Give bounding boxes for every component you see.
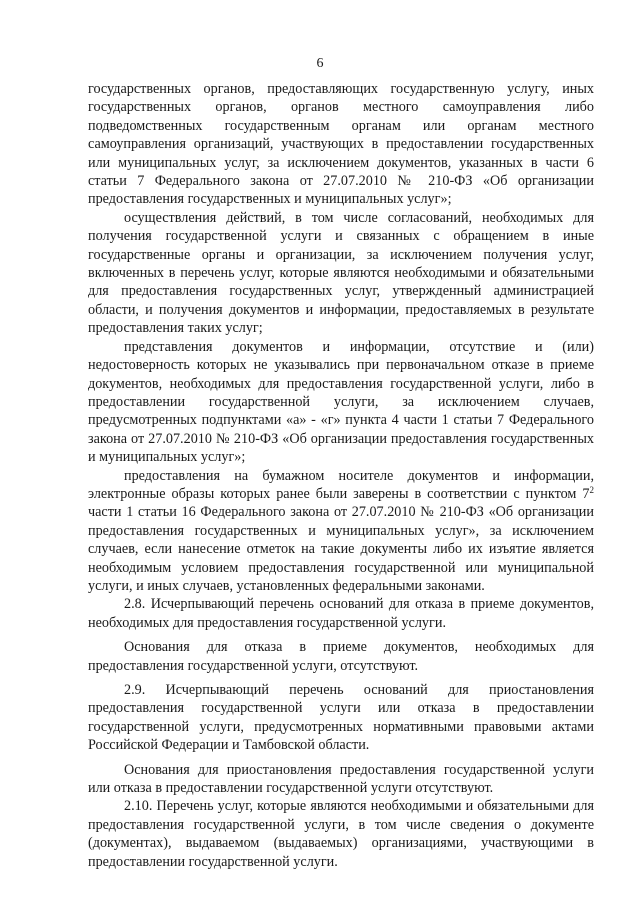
section-2-9-text: Основания для приостановления предоставления государственной услуги или отказа в предоставлении государственной услуги отсутствуют. [88,761,594,797]
paper-documents-text-end: части 1 статьи 16 Федерального закона от 27.07.2010 № 210-ФЗ «Об организации предоставления государственных и муниципальных услуг», за исключением случаев, если нанесение отметок на такие документы либо их изъятие является необходимым условием предоставления государственной или муниципальной услуги, и иных случаев, установленных федеральными законами. [88,504,594,594]
section-2-8-heading: 2.8. Исчерпывающий перечень оснований для отказа в приеме документов, необходимых для предоставления государственной услуги. [88,596,594,631]
section-2-10-heading: 2.10. Перечень услуг, которые являются необходимыми и обязательными для предоставления государственной услуги, в том числе сведения о документе (документах), выдаваемом (выдаваемых) организациями, участвующими в предоставлении государственной услуги. [88,798,594,870]
paragraph-paper-documents [88,467,594,596]
paragraph-missing-documents: представления документов и информации, отсутствие и (или) недостоверность которых не указывались при первоначальном отказе в приеме документов, необходимых для предоставления государственной услуги, либо в предоставлении государственной услуги, за исключением случаев, предусмотренных подпунктами «а» - «г» пункта 4 части 1 статьи 7 Федерального закона от 27.07.2010 № 210-ФЗ «Об организации предоставления государственных и муниципальных услуг»; [88,338,594,466]
paragraph-actions-approvals: осуществления действий, в том числе согласований, необходимых для получения государственной услуги и связанных с обращением в иные государственные органы и организации, за исключением получения услуг, включенных в перечень услуг, которые являются необходимыми и обязательными для предоставления государственных услуг, утвержденный администрацией области, и получения документов и информации, предоставляемых в результате предоставления таких услуг; [88,209,594,337]
section-2-8-text: Основания для отказа в приеме документов, необходимых для предоставления государственной услуги, отсутствуют. [88,639,594,674]
section-2-9-heading: 2.9. Исчерпывающий перечень оснований для приостановления предоставления государственной услуги или отказа в предоставлении государственной услуги, предусмотренных нормативными правовыми актами Российской Федерации и Тамбовской области. [88,682,594,754]
document-body [88,80,594,871]
page-number: 6 [316,56,324,71]
paper-documents-text-start: предоставления на бумажном носителе документов и информации, электронные образы которых ранее были заверены в соответствии с пунктом 7 [88,467,594,502]
paragraph-documents-other-bodies: государственных органов, предоставляющих государственную услугу, иных государственных органов, органов местного самоуправления либо подведомственных государственным органам или органам местного самоуправления организаций, участвующих в предоставлении государственных или муниципальных услуг, за исключением документов, указанных в части 6 статьи 7 Федерального закона от 27.07.2010 № 210-ФЗ «Об организации предоставления государственных и муниципальных услуг»; [88,81,594,208]
point-superscript: 2 [589,484,594,495]
